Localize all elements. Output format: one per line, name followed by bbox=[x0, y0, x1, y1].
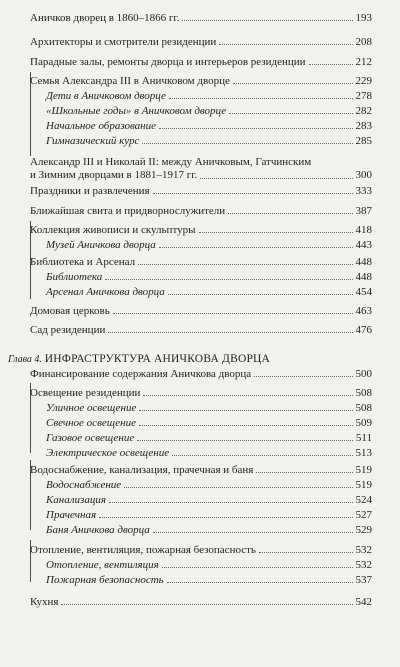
toc-entry-title: Пожарная безопасность bbox=[46, 574, 164, 586]
leader-dots bbox=[153, 193, 353, 194]
toc-entry bbox=[30, 305, 372, 317]
leader-dots bbox=[143, 395, 352, 396]
toc-entry-page: 463 bbox=[355, 305, 372, 317]
toc-entry-title: Кухня bbox=[30, 596, 59, 608]
toc-subentry bbox=[46, 402, 372, 414]
toc-entry-page: 208 bbox=[355, 36, 372, 48]
toc-entry bbox=[30, 368, 372, 380]
toc-entry-title: Семья Александра III в Аничковом дворце bbox=[30, 75, 230, 87]
toc-entry-page: 454 bbox=[355, 286, 372, 298]
toc-entry-page: 300 bbox=[355, 169, 372, 181]
leader-dots bbox=[229, 113, 352, 114]
leader-dots bbox=[254, 376, 352, 377]
toc-entry-title-line1: Александр III и Николай II: между Аничковым, Гатчинским bbox=[30, 156, 312, 168]
leader-dots bbox=[233, 83, 353, 84]
toc-entry-title: Ближайшая свита и придворнослужители bbox=[30, 205, 226, 217]
leader-dots bbox=[159, 247, 353, 248]
toc-entry-page: 212 bbox=[355, 56, 372, 68]
toc-entry-page: 285 bbox=[355, 135, 372, 147]
toc-entry-page: 519 bbox=[355, 464, 372, 476]
chapter-title: ИНФРАСТРУКТУРА АНИЧКОВА ДВОРЦА bbox=[44, 353, 271, 365]
leader-dots bbox=[172, 455, 352, 456]
toc-entry-page: 443 bbox=[355, 239, 372, 251]
toc-entry-title: Домовая церковь bbox=[30, 305, 110, 317]
toc-subentry bbox=[46, 239, 372, 251]
chapter-label: Глава 4. bbox=[8, 354, 42, 365]
toc-entry-page: 448 bbox=[355, 271, 372, 283]
toc-entry-page: 283 bbox=[355, 120, 372, 132]
toc-entry-title: Водоснабжение bbox=[46, 479, 122, 491]
leader-dots bbox=[138, 264, 352, 265]
toc-entry-title: Гимназический курс bbox=[46, 135, 140, 147]
toc-entry-title: Музей Аничкова дворца bbox=[46, 239, 156, 251]
leader-dots bbox=[309, 64, 353, 65]
leader-dots bbox=[219, 44, 352, 45]
chapter-heading bbox=[8, 353, 270, 365]
toc-subentry bbox=[46, 447, 372, 459]
toc-entry bbox=[30, 324, 372, 336]
toc-entry-title: Парадные залы, ремонты дворца и интерьеров резиденции bbox=[30, 56, 306, 68]
leader-dots bbox=[159, 128, 352, 129]
leader-dots bbox=[137, 440, 353, 441]
toc-entry-title: Праздники и развлечения bbox=[30, 185, 150, 197]
toc-entry-title: Коллекция живописи и скульптуры bbox=[30, 224, 196, 236]
toc-subentry bbox=[46, 574, 372, 586]
leader-dots bbox=[61, 604, 352, 605]
toc-entry-page: 509 bbox=[355, 417, 372, 429]
toc-entry-page: 537 bbox=[355, 574, 372, 586]
toc-entry-title: Библиотека и Арсенал bbox=[30, 256, 136, 268]
toc-entry-title: Баня Аничкова дворца bbox=[46, 524, 150, 536]
toc-entry-page: 476 bbox=[355, 324, 372, 336]
toc-entry bbox=[30, 12, 372, 24]
toc-entry-page: 282 bbox=[355, 105, 372, 117]
toc-entry-page: 508 bbox=[355, 402, 372, 414]
toc-entry-title: Дети в Аничковом дворце bbox=[46, 90, 166, 102]
leader-dots bbox=[109, 502, 353, 503]
toc-entry-page: 500 bbox=[355, 368, 372, 380]
toc-entry-title: Уличное освещение bbox=[46, 402, 137, 414]
leader-dots bbox=[182, 20, 352, 21]
leader-dots bbox=[162, 567, 353, 568]
leader-dots bbox=[200, 178, 352, 179]
toc-entry-title: Газовое освещение bbox=[46, 432, 135, 444]
toc-entry-title: Арсенал Аничкова дворца bbox=[46, 286, 165, 298]
toc-entry-title: Библиотека bbox=[46, 271, 103, 283]
toc-entry-page: 229 bbox=[355, 75, 372, 87]
toc-subentry bbox=[46, 479, 372, 491]
toc-entry-page: 524 bbox=[355, 494, 372, 506]
toc-subentry bbox=[46, 494, 372, 506]
toc-subentry bbox=[46, 271, 372, 283]
toc-entry-title: Аничков дворец в 1860–1866 гг. bbox=[30, 12, 180, 24]
leader-dots bbox=[169, 98, 353, 99]
toc-entry bbox=[30, 387, 372, 399]
toc-entry-title: Водоснабжение, канализация, прачечная и баня bbox=[30, 464, 254, 476]
toc-entry-page: 193 bbox=[355, 12, 372, 24]
toc-entry bbox=[30, 156, 372, 182]
toc-entry-title: Канализация bbox=[46, 494, 106, 506]
leader-dots bbox=[108, 332, 352, 333]
toc-subentry bbox=[46, 432, 372, 444]
leader-dots bbox=[199, 232, 353, 233]
toc-entry-title: Электрическое освещение bbox=[46, 447, 170, 459]
leader-dots bbox=[167, 582, 353, 583]
leader-dots bbox=[124, 487, 352, 488]
toc-subentry bbox=[46, 417, 372, 429]
leader-dots bbox=[105, 279, 352, 280]
toc-entry-title: Отопление, вентиляция, пожарная безопасность bbox=[30, 544, 256, 556]
toc-entry-page: 333 bbox=[355, 185, 372, 197]
toc-entry-page: 278 bbox=[355, 90, 372, 102]
leader-dots bbox=[228, 213, 352, 214]
leader-dots bbox=[142, 143, 352, 144]
toc-entry-title: Начальное образование bbox=[46, 120, 157, 132]
toc-entry-page: 529 bbox=[355, 524, 372, 536]
toc-entry-page: 387 bbox=[355, 205, 372, 217]
toc-entry bbox=[30, 256, 372, 268]
leader-dots bbox=[259, 552, 353, 553]
toc-entry bbox=[30, 36, 372, 48]
toc-entry bbox=[30, 56, 372, 68]
toc-subentry bbox=[46, 509, 372, 521]
leader-dots bbox=[153, 532, 353, 533]
toc-entry-page: 527 bbox=[355, 509, 372, 521]
toc-subentry bbox=[46, 524, 372, 536]
toc-entry-page: 532 bbox=[355, 559, 372, 571]
toc-subentry bbox=[46, 120, 372, 132]
toc-subentry bbox=[46, 135, 372, 147]
toc-entry bbox=[30, 224, 372, 236]
toc-entry bbox=[30, 596, 372, 608]
toc-entry bbox=[30, 75, 372, 87]
toc-entry bbox=[30, 544, 372, 556]
toc-entry-page: 513 bbox=[355, 447, 372, 459]
toc-entry-page: 532 bbox=[355, 544, 372, 556]
toc-subentry bbox=[46, 286, 372, 298]
toc-entry-title: Прачечная bbox=[46, 509, 97, 521]
toc-entry-title: Освещение резиденции bbox=[30, 387, 141, 399]
toc-entry bbox=[30, 464, 372, 476]
toc-entry-page: 511 bbox=[355, 432, 372, 444]
leader-dots bbox=[256, 472, 352, 473]
toc-entry-title-line2: и Зимним дворцами в 1881–1917 гг. bbox=[30, 169, 198, 181]
toc-entry bbox=[30, 185, 372, 197]
toc-subentry bbox=[46, 559, 372, 571]
toc-entry-page: 519 bbox=[355, 479, 372, 491]
toc-entry-title: Сад резиденции bbox=[30, 324, 106, 336]
toc-entry-title: Отопление, вентиляция bbox=[46, 559, 159, 571]
leader-dots bbox=[113, 313, 353, 314]
leader-dots bbox=[99, 517, 352, 518]
toc-entry-page: 542 bbox=[355, 596, 372, 608]
leader-dots bbox=[139, 410, 352, 411]
toc-entry-title: «Школьные годы» в Аничковом дворце bbox=[46, 105, 227, 117]
toc-entry bbox=[30, 205, 372, 217]
toc-entry-title: Архитекторы и смотрители резиденции bbox=[30, 36, 217, 48]
toc-entry-page: 508 bbox=[355, 387, 372, 399]
leader-dots bbox=[168, 294, 353, 295]
toc-entry-page: 448 bbox=[355, 256, 372, 268]
toc-subentry bbox=[46, 105, 372, 117]
toc-entry-title: Финансирование содержания Аничкова дворца bbox=[30, 368, 252, 380]
toc-entry-page: 418 bbox=[355, 224, 372, 236]
toc-entry-title: Свечное освещение bbox=[46, 417, 137, 429]
leader-dots bbox=[139, 425, 352, 426]
toc-subentry bbox=[46, 90, 372, 102]
